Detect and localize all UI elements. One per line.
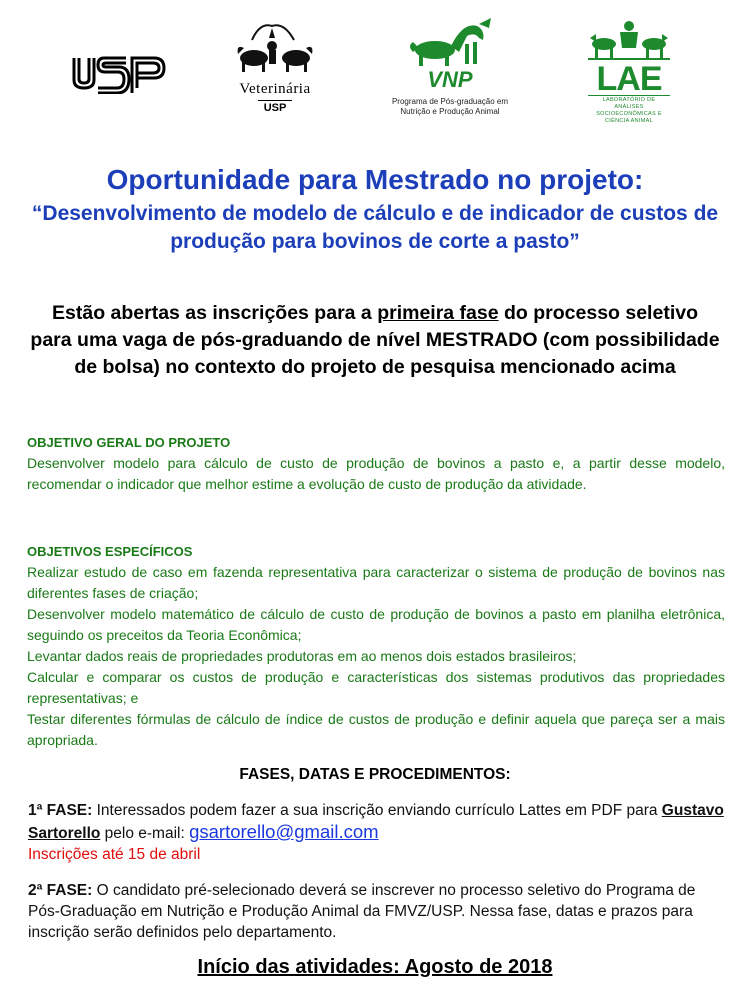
title-line-2: “Desenvolvimento de modelo de cálculo e de indicador de custos de produção para bovinos de corte a pasto” xyxy=(31,202,719,253)
intro-underlined: primeira fase xyxy=(377,302,499,324)
logo-bar xyxy=(0,10,750,125)
vnp-animals-icon xyxy=(405,16,495,68)
lae-wordmark: LAE xyxy=(596,60,662,98)
vnp-caption: Programa de Pós-graduação em Nutrição e Produção Animal xyxy=(391,97,509,116)
objetivos-especificos-heading: OBJETIVOS ESPECÍFICOS xyxy=(27,544,193,559)
intro-paragraph xyxy=(30,300,720,381)
list-item: Testar diferentes fórmulas de cálculo de índice de custos de produção e definir aquela que pareça ser a mais apropriada. xyxy=(27,711,725,748)
intro-post: do processo seletivo para uma vaga de pós-graduando de nível MESTRADO (com possibilidade de bolsa) no contexto do projeto de pesquisa mencionado acima xyxy=(30,302,720,378)
objetivos-especificos-section xyxy=(27,541,725,751)
fase-2-section xyxy=(28,880,728,943)
lae-logo xyxy=(588,18,670,128)
objetivo-geral-heading: OBJETIVO GERAL DO PROJETO xyxy=(27,435,231,450)
list-item: Realizar estudo de caso em fazenda representativa para caracterizar o sistema de produção de bovinos nas diferentes fases de criação; xyxy=(27,564,725,601)
usp-logo xyxy=(70,52,170,94)
veterinaria-wordmark: Veterinária xyxy=(239,81,311,97)
vnp-wordmark: VNP xyxy=(427,67,473,92)
email-link[interactable]: gsartorello@gmail.com xyxy=(189,821,379,842)
fase-2-text: O candidato pré-selecionado deverá se inscrever no processo seletivo do Programa de Pós-Graduação em Nutrição e Produção Animal da FMVZ/USP. Nessa fase, datas e prazos para inscrição serão definidos pelo departamento. xyxy=(28,882,696,941)
fase-2-label: 2ª FASE: xyxy=(28,882,93,899)
list-item: Desenvolver modelo matemático de cálculo de custo de produção de bovinos a pasto em planilha eletrônica, seguindo os preceitos da Teoria Econômica; xyxy=(27,606,725,643)
list-item: Levantar dados reais de propriedades produtoras em ao menos dois estados brasileiros; xyxy=(27,648,577,664)
page-title xyxy=(0,162,750,256)
deadline-text: Inscrições até 15 de abril xyxy=(28,846,201,863)
lae-animals-icon xyxy=(588,18,670,60)
lae-caption: LABORATÓRIO DE ANÁLISES SOCIOECONÔMICAS E CIÊNCIA ANIMAL xyxy=(588,95,670,125)
title-line-1: Oportunidade para Mestrado no projeto: xyxy=(106,164,644,195)
objetivo-geral-section xyxy=(27,432,725,495)
contact-name: Gustavo Sartorello xyxy=(28,802,724,842)
veterinaria-logo xyxy=(222,18,328,122)
list-item: Calcular e comparar os custos de produção e características dos sistemas produtivos das propriedades representativas; e xyxy=(27,669,725,706)
veterinaria-usp-mark: USP xyxy=(258,100,293,114)
objetivo-geral-text: Desenvolver modelo para cálculo de custo de produção de bovinos a pasto e, a partir desse modelo, recomendar o indicador que melhor estime a evolução de custo de produção da atividade. xyxy=(27,455,725,492)
inicio-atividades: Início das atividades: Agosto de 2018 xyxy=(197,956,553,978)
fase-1-section xyxy=(28,800,728,865)
fases-heading: FASES, DATAS E PROCEDIMENTOS: xyxy=(239,766,511,783)
fase-1-text: Interessados podem fazer a sua inscrição enviando currículo Lattes em PDF para xyxy=(92,802,662,819)
fase-1-mid: pelo e-mail: xyxy=(100,825,190,842)
fase-1-label: 1ª FASE: xyxy=(28,802,93,819)
veterinaria-emblem-icon xyxy=(232,18,318,74)
vnp-logo xyxy=(385,16,515,124)
intro-pre: Estão abertas as inscrições para a xyxy=(52,302,378,324)
